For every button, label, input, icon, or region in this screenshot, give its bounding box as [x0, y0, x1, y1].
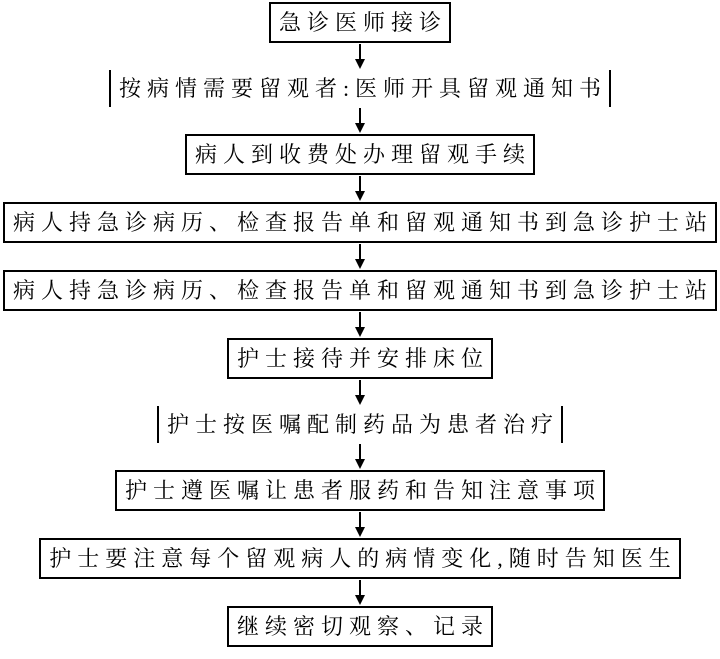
arrow-head — [355, 59, 365, 69]
down-arrow-icon — [355, 176, 365, 201]
flow-node-bring-documents-to-nurse-station-2: 病人持急诊病历、检查报告单和留观通知书到急诊护士站 — [3, 270, 717, 311]
arrow-head — [355, 123, 365, 133]
arrow-stem — [359, 44, 361, 59]
arrow-head — [355, 527, 365, 537]
flow-node-continue-close-observation-and-recording: 继续密切观察、记录 — [227, 606, 493, 647]
arrow-stem — [359, 108, 361, 123]
flow-node-nurse-prepares-medication: 护士按医嘱配制药品为患者治疗 — [157, 406, 563, 443]
arrow-head — [355, 191, 365, 201]
flow-node-emergency-doctor-reception: 急诊医师接诊 — [269, 2, 451, 43]
down-arrow-icon — [355, 444, 365, 469]
arrow-head — [355, 459, 365, 469]
arrow-stem — [359, 176, 361, 191]
arrow-stem — [359, 512, 361, 527]
arrow-stem — [359, 312, 361, 327]
flow-node-nurse-monitors-condition-changes: 护士要注意每个留观病人的病情变化,随时告知医生 — [39, 538, 681, 579]
arrow-head — [355, 595, 365, 605]
arrow-stem — [359, 444, 361, 459]
flow-node-pay-fees-for-observation: 病人到收费处办理留观手续 — [185, 134, 535, 175]
down-arrow-icon — [355, 380, 365, 405]
arrow-head — [355, 395, 365, 405]
flow-node-nurse-administers-medication-and-instructions: 护士遵医嘱让患者服药和告知注意事项 — [115, 470, 605, 511]
arrow-head — [355, 327, 365, 337]
flow-node-bring-documents-to-nurse-station-1: 病人持急诊病历、检查报告单和留观通知书到急诊护士站 — [3, 202, 717, 243]
arrow-head — [355, 259, 365, 269]
flow-node-nurse-assigns-bed: 护士接待并安排床位 — [227, 338, 493, 379]
down-arrow-icon — [355, 108, 365, 133]
arrow-stem — [359, 380, 361, 395]
arrow-stem — [359, 580, 361, 595]
down-arrow-icon — [355, 312, 365, 337]
flow-node-observation-notice-issued: 按病情需要留观者:医师开具留观通知书 — [109, 70, 611, 107]
down-arrow-icon — [355, 44, 365, 69]
arrow-stem — [359, 244, 361, 259]
down-arrow-icon — [355, 580, 365, 605]
down-arrow-icon — [355, 512, 365, 537]
down-arrow-icon — [355, 244, 365, 269]
